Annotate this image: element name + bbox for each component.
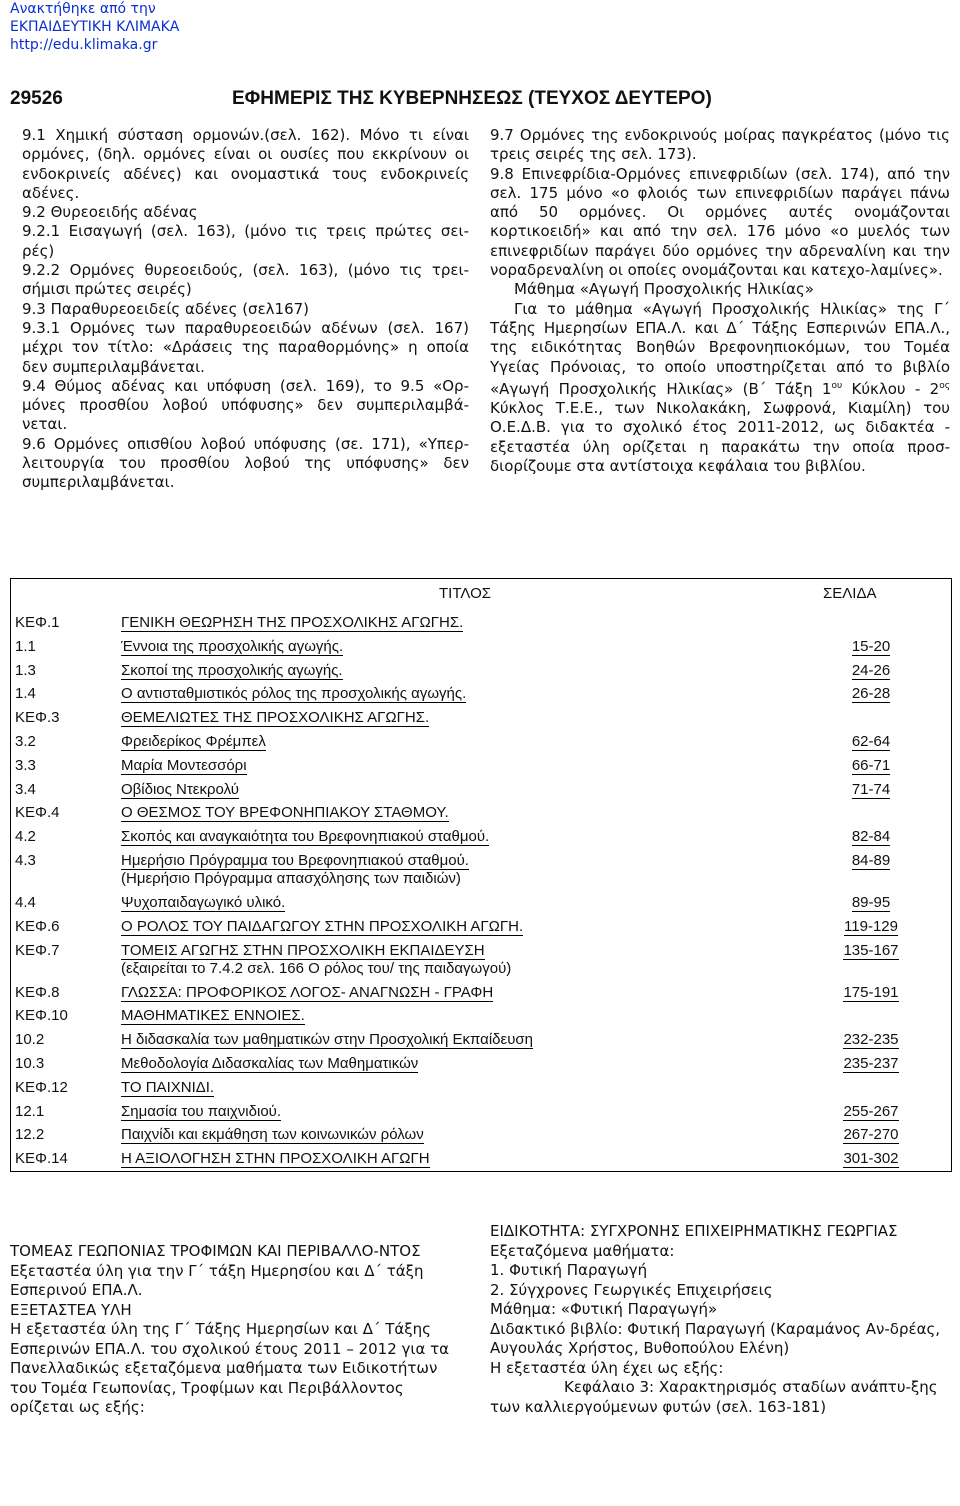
page-range (823, 1150, 919, 1167)
chapter-title (121, 894, 285, 912)
table-row (11, 1100, 951, 1124)
paragraph: 9.6 Ορμόνες οπισθίου λοβού υπόφυσης (σε. 171), «Υπερ-λειτουργία του προσθίου λοβού της υπόφυσης» δεν συμπεριλαμβάνεται. (22, 434, 469, 492)
paragraph: Κεφάλαιο 3: Χαρακτηρισμός σταδίων ανάπτυ-ξης των καλλιεργούμενων φυτών (σελ. 163-181) (490, 1378, 938, 1416)
source-line-1: Ανακτήθηκε από την (10, 1, 156, 17)
chapter-title (121, 1126, 424, 1144)
page-range (823, 1055, 919, 1072)
chapter-title-text: ΓΛΩΣΣΑ: ΠΡΟΦΟΡΙΚΟΣ ΛΟΓΟΣ- ΑΝΑΓΝΩΣΗ - ΓΡΑΦΗ (121, 983, 494, 1001)
chapter-number: ΚΕΦ.1 (15, 614, 60, 631)
chapter-number: 4.3 (15, 851, 36, 869)
chapter-title-text: Ο αντισταθμιστικός ρόλος της προσχολικής αγωγής. (121, 685, 467, 703)
chapter-title-text: Σκοποί της προσχολικής αγωγής. (121, 661, 343, 679)
page-range-text: 267-270 (843, 1126, 899, 1144)
section-heading: ΤΟΜΕΑΣ ΓΕΩΠΟΝΙΑΣ ΤΡΟΦΙΜΩΝ ΚΑΙ ΠΕΡΙΒΑΛΛΟ-ΝΤΟΣ (10, 1242, 421, 1260)
paragraph: Η εξεταστέα ύλη έχει ως εξής: (490, 1358, 724, 1377)
chapter-number: 10.3 (15, 1054, 45, 1072)
chapter-number: ΚΕΦ.6 (15, 917, 60, 935)
chapter-title (121, 1150, 430, 1168)
chapter-number: ΚΕΦ.14 (15, 1150, 68, 1168)
chapter-note: (εξαιρείται το 7.4.2 σελ. 166 Ο ρόλος του/ της παιδαγωγού) (121, 959, 512, 977)
chapter-title-text: ΤΟ ΠΑΙΧΝΙΔΙ. (121, 1078, 215, 1096)
chapter-title-text: Ο ΡΟΛΟΣ ΤΟΥ ΠΑΙΔΑΓΩΓΟΥ ΣΤΗΝ ΠΡΟΣΧΟΛΙΚΗ ΑΓΩΓΗ. (121, 917, 524, 935)
chapter-number: 3.3 (15, 756, 36, 774)
paragraph: 9.4 Θύμος αδένας και υπόφυση (σελ. 169), το 9.5 «Ορ-μόνες προσθίου λοβού υπόφυσης» δεν συμπεριλαμβά-νεται. (22, 376, 469, 434)
table-row (11, 825, 951, 849)
chapter-title (121, 709, 429, 727)
page-range-text: 26-28 (851, 685, 891, 703)
table-row (11, 659, 951, 683)
chapter-title (121, 781, 239, 799)
chapter-title (121, 685, 466, 703)
table-row (11, 981, 951, 1005)
chapter-title (121, 828, 489, 846)
column-header-title: ΤΙΤΛΟΣ (439, 585, 492, 602)
table-row (11, 939, 951, 981)
chapter-title-text: Ψυχοπαιδαγωγικό υλικό. (121, 893, 286, 911)
chapter-title (121, 614, 463, 632)
chapter-title (121, 1103, 281, 1121)
page-range-text: 255-267 (843, 1102, 899, 1120)
text-part: Για το μάθημα «Αγωγή Προσχολικής Ηλικίας» της Γ΄ Τάξης Ημερησίων ΕΠΑ.Λ. και Δ΄ Τάξης Εσπερινών ΕΠΑ.Λ., της ειδικότητας Βοηθών Βρεφονηπιοκόμων, του Τομέα Υγείας Πρόνοιας, το οποίο υποστηρίζεται από το βιβλίο «Αγωγή Προσχολικής Ηλικίας» (Β΄ Τάξη 1 (490, 299, 950, 398)
paragraph: 9.2.1 Εισαγωγή (σελ. 163), (μόνο τις τρεις πρώτες σει-ρές) (22, 222, 469, 260)
chapter-title (121, 1055, 418, 1073)
chapter-title (121, 1007, 305, 1025)
chapter-title-text: ΓΕΝΙΚΗ ΘΕΩΡΗΣΗ ΤΗΣ ΠΡΟΣΧΟΛΙΚΗΣ ΑΓΩΓΗΣ. (121, 614, 464, 631)
subject-heading: Μάθημα «Αγωγή Προσχολικής Ηλικίας» (514, 280, 814, 299)
paragraph: 9.2 Θυρεοειδής αδένας (22, 203, 198, 222)
chapter-title-text: ΜΑΘΗΜΑΤΙΚΕΣ ΕΝΝΟΙΕΣ. (121, 1007, 305, 1025)
page-range-text: 232-235 (843, 1031, 899, 1049)
chapter-note: (Ημερήσιο Πρόγραμμα απασχόλησης των παιδιών) (121, 869, 461, 887)
chapter-number: 12.2 (15, 1126, 45, 1144)
table-row (11, 1052, 951, 1076)
page-range (823, 984, 919, 1001)
page-range (823, 1126, 919, 1143)
chapter-title-text: Οβίδιος Ντεκρολύ (121, 780, 239, 798)
source-line-2: ΕΚΠΑΙΔΕΥΤΙΚΗ ΚΛΙΜΑΚΑ (10, 19, 180, 35)
table-row (11, 1076, 951, 1100)
chapter-number: 3.4 (15, 780, 36, 798)
chapter-title (121, 638, 343, 656)
table-row (11, 778, 951, 802)
source-watermark (10, 0, 179, 54)
table-row (11, 706, 951, 730)
chapter-title-text: ΤΟΜΕΙΣ ΑΓΩΓΗΣ ΣΤΗΝ ΠΡΟΣΧΟΛΙΚΗ ΕΚΠΑΙΔΕΥΣΗ (121, 941, 485, 959)
superscript: ου (831, 380, 843, 391)
table-body (11, 611, 951, 1171)
page-range-text: 89-95 (851, 893, 891, 911)
page-range (823, 852, 919, 869)
page-range-text: 135-167 (843, 941, 899, 959)
page-range (823, 942, 919, 959)
page-range-text: 84-89 (851, 851, 891, 869)
list-item: 1. Φυτική Παραγωγή (490, 1261, 648, 1279)
chapter-title (121, 804, 449, 822)
page-range (823, 894, 919, 911)
chapter-title (121, 918, 523, 936)
table-row (11, 730, 951, 754)
chapter-title-text: Μαρία Μοντεσσόρι (121, 756, 247, 774)
table-row (11, 754, 951, 778)
chapter-title-text: Μεθοδολογία Διδασκαλίας των Μαθηματικών (121, 1054, 419, 1072)
page-range (823, 1031, 919, 1048)
paragraph: Εξεταζόμενα μαθήματα: (490, 1241, 675, 1260)
syllabus-table (10, 578, 952, 1172)
page-range (823, 918, 919, 935)
paragraph: 9.7 Ορμόνες της ενδοκρινούς μοίρας παγκρέατος (μόνο τις τρεις σειρές της σελ. 173). (490, 126, 950, 164)
paragraph: Η εξεταστέα ύλη της Γ΄ Τάξης Ημερησίων και Δ΄ Τάξης Εσπερινών ΕΠΑ.Λ. του σχολικού έτους 2011 – 2012 για τα Πανελλαδικώς εξεταζόμενα μαθήματα των Ειδικοτήτων του Τομέα Γεωπονίας, Τροφίμων και Περιβάλλοντος ορίζεται ως εξής: (10, 1320, 450, 1416)
paragraph: 9.8 Επινεφρίδια-Ορμόνες επινεφριδίων (σελ. 174), από την σελ. 175 μόνο «ο φλοιός των επινεφριδίων παράγει πάνω από 50 ορμόνες. Οι ορμόνες αυτές ονομάζονται κορτικοειδή» και από την σελ. 176 μόνο «ο μυελός των επινεφριδίων παράγει δύο ορμόνες την αδρεναλίνη και την νοραδρεναλίνη οι οποίες ονομάζονται και κατεχο-λαμίνες». (490, 164, 950, 280)
gazette-title: ΕΦΗΜΕΡΙΣ ΤΗΣ ΚΥΒΕΡΝΗΣΕΩΣ (ΤΕΥΧΟΣ ΔΕΥΤΕΡΟ) (232, 88, 712, 109)
page-header (0, 86, 960, 114)
right-column (490, 126, 950, 476)
paragraph: 9.3.1 Ορμόνες των παραθυρεοειδών αδένων (σελ. 167) μέχρι τον τίτλο: «Δράσεις της παραθορμόνης» η οποία δεν συμπεριλαμβάνεται. (22, 318, 469, 376)
table-row (11, 915, 951, 939)
table-row (11, 682, 951, 706)
page-range (823, 1103, 919, 1120)
subheading: ΕΞΕΤΑΣΤΕΑ ΥΛΗ (10, 1300, 132, 1319)
chapter-number: ΚΕΦ.10 (15, 1007, 68, 1025)
chapter-title (121, 1031, 533, 1049)
page-range-text: 82-84 (851, 828, 891, 846)
chapter-title-text: Ημερήσιο Πρόγραμμα του Βρεφονηπιακού σταθμού. (121, 851, 469, 869)
chapter-title (121, 662, 343, 680)
page-range-text: 119-129 (844, 917, 898, 935)
chapter-title (121, 852, 469, 888)
paragraph: 9.1 Χημική σύσταση ορμονών.(σελ. 162). Μόνο τι είναι ορμόνες, (δηλ. ορμόνες είναι οι ουσίες που εκκρίνουν οι ενδοκρινείς αδένες) και ονομαστικά τους ενδοκρινείς αδένες. (22, 126, 469, 202)
page-range (823, 781, 919, 798)
chapter-number: 1.4 (15, 685, 36, 703)
page-range-text: 175-191 (843, 983, 899, 1001)
page-range (823, 828, 919, 845)
paragraph: Διδακτικό βιβλίο: Φυτική Παραγωγή (Καραμάνος Αν-δρέας, Αυγουλάς Χρήστος, Βυθοπούλου Ελένη) (490, 1319, 941, 1357)
chapter-title (121, 733, 266, 751)
page-range-text: 15-20 (851, 637, 891, 655)
chapter-title (121, 757, 247, 775)
list-item: 2. Σύγχρονες Γεωργικές Επιχειρήσεις (490, 1280, 773, 1299)
page-range (823, 733, 919, 750)
page-range-text: 24-26 (851, 661, 891, 679)
chapter-number: 1.3 (15, 661, 36, 679)
superscript: ος (939, 380, 950, 391)
chapter-title (121, 1079, 214, 1097)
chapter-number: 4.2 (15, 828, 36, 846)
chapter-number: ΚΕΦ.12 (15, 1078, 68, 1096)
chapter-number: 3.2 (15, 732, 36, 750)
bottom-right-column (490, 1222, 952, 1417)
bottom-left-column (10, 1242, 468, 1418)
page-range (823, 638, 919, 655)
chapter-title (121, 942, 511, 978)
chapter-number: ΚΕΦ.4 (15, 804, 60, 822)
paragraph: Εξεταστέα ύλη για την Γ΄ τάξη Ημερησίου και Δ΄ τάξη Εσπερινού ΕΠΑ.Λ. (10, 1261, 424, 1299)
chapter-title-text: Σκοπός και αναγκαιότητα του Βρεφονηπιακού σταθμού. (121, 828, 490, 846)
left-column (22, 126, 469, 493)
table-row (11, 801, 951, 825)
table-row (11, 1028, 951, 1052)
chapter-number: ΚΕΦ.8 (15, 983, 60, 1001)
table-row (11, 891, 951, 915)
chapter-title (121, 984, 493, 1002)
chapter-title-text: Έννοια της προσχολικής αγωγής. (121, 637, 344, 655)
page-range-text: 301-302 (843, 1150, 899, 1168)
paragraph: 9.3 Παραθυρεοειδείς αδένες (σελ167) (22, 299, 310, 318)
specialty-heading: ΕΙΔΙΚΟΤΗΤΑ: ΣΥΓΧΡΟΝΗΣ ΕΠΙΧΕΙΡΗΜΑΤΙΚΗΣ ΓΕΩΡΓΙΑΣ (490, 1222, 898, 1240)
paragraph: 9.2.2 Ορμόνες θυρεοειδούς, (σελ. 163), (μόνο τις τρει-σήμισι πρώτες σειρές) (22, 261, 469, 299)
page-range-text: 71-74 (851, 780, 891, 798)
chapter-number: 12.1 (15, 1102, 45, 1120)
page-range-text: 66-71 (851, 756, 891, 774)
subject-heading: Μάθημα: «Φυτική Παραγωγή» (490, 1300, 718, 1318)
table-row (11, 1123, 951, 1147)
page-range-text: 62-64 (851, 732, 891, 750)
page-range (823, 685, 919, 702)
table-row (11, 1147, 951, 1171)
paragraph (490, 300, 950, 477)
chapter-number: ΚΕΦ.7 (15, 941, 60, 959)
chapter-number: 1.1 (15, 637, 36, 655)
chapter-title-text: ΘΕΜΕΛΙΩΤΕΣ ΤΗΣ ΠΡΟΣΧΟΛΙΚΗΣ ΑΓΩΓΗΣ. (121, 709, 430, 727)
page-range (823, 757, 919, 774)
table-row (11, 635, 951, 659)
chapter-title-text: Φρειδερίκος Φρέμπελ (121, 732, 266, 750)
page-range (823, 662, 919, 679)
chapter-title-text: Ο ΘΕΣΜΟΣ ΤΟΥ ΒΡΕΦΟΝΗΠΙΑΚΟΥ ΣΤΑΘΜΟΥ. (121, 804, 449, 822)
text-part: Κύκλος Τ.Ε.Ε., των Νικολακάκη, Σωφρονά, Κιαμίλη) του Ο.Ε.Δ.Β. για το σχολικό έτος 2011-2012, ως διδακτέα - εξεταστέα ύλη ορίζεται η παρακάτω την οποία προσ-διορίζουμε στα αντίστοιχα κεφάλαια του βιβλίου. (490, 399, 950, 476)
table-header (11, 579, 951, 611)
chapter-number: 10.2 (15, 1031, 45, 1049)
chapter-title-text: Παιχνίδι και εκμάθηση των κοινωνικών ρόλων (121, 1126, 424, 1144)
table-row (11, 611, 951, 635)
chapter-title-text: Σημασία του παιχνιδιού. (121, 1102, 282, 1120)
table-row (11, 849, 951, 891)
table-row (11, 1004, 951, 1028)
chapter-number: 4.4 (15, 893, 36, 911)
text-part: Κύκλου - 2 (842, 379, 940, 398)
page-range-text: 235-237 (843, 1054, 899, 1072)
source-link[interactable]: http://edu.klimaka.gr (10, 37, 158, 53)
chapter-number: ΚΕΦ.3 (15, 709, 60, 727)
column-header-pages: ΣΕΛΙΔΑ (823, 585, 877, 602)
page-number: 29526 (10, 88, 63, 109)
chapter-title-text: Η διδασκαλία των μαθηματικών στην Προσχολική Εκπαίδευση (121, 1031, 533, 1049)
chapter-title-text: Η ΑΞΙΟΛΟΓΗΣΗ ΣΤΗΝ ΠΡΟΣΧΟΛΙΚΗ ΑΓΩΓΗ (121, 1150, 430, 1168)
